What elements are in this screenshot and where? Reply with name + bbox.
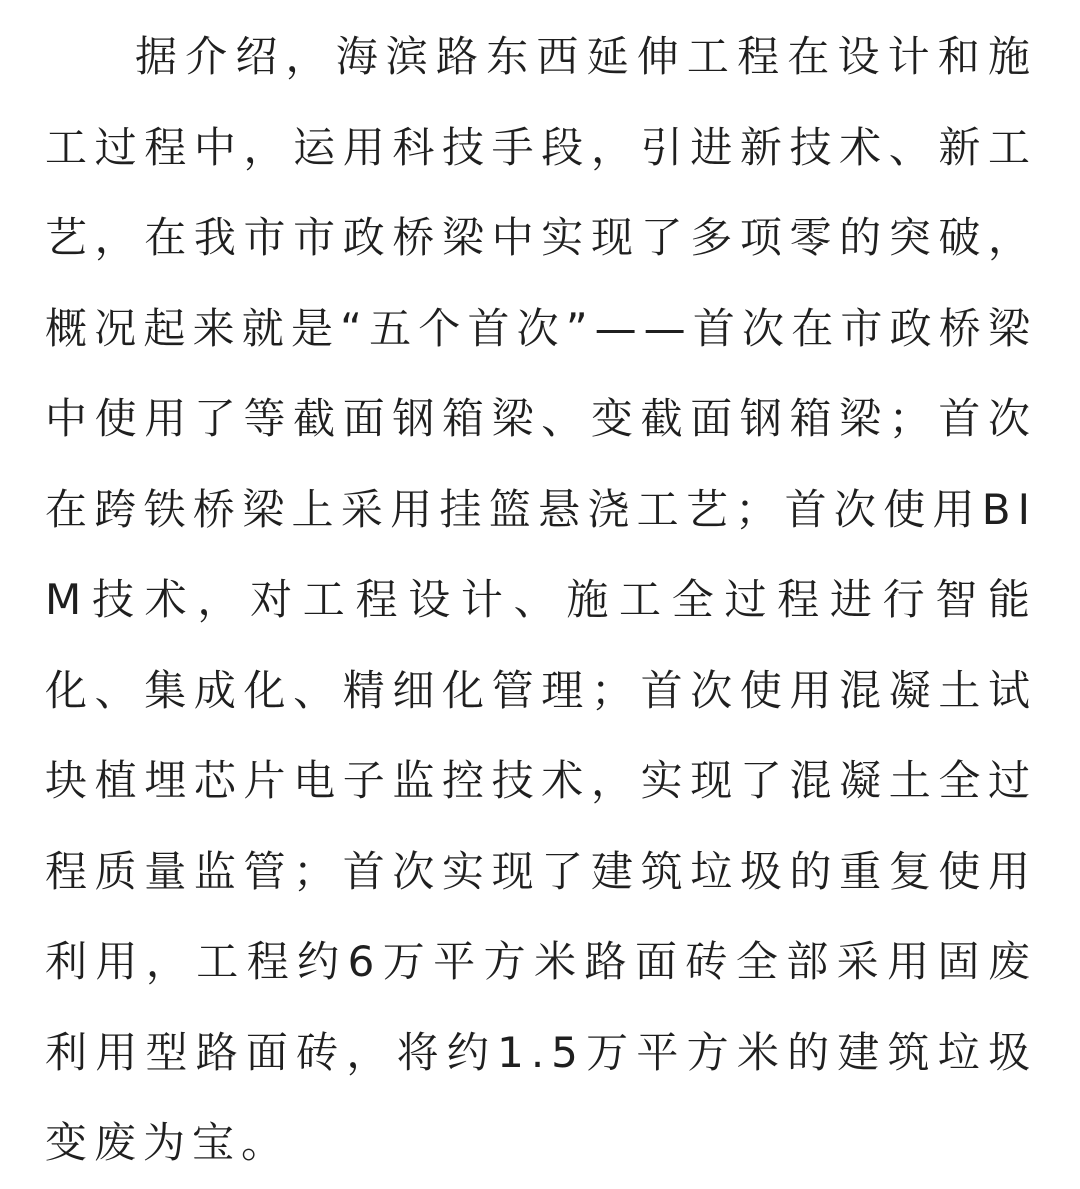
article-paragraph: 据介绍，海滨路东西延伸工程在设计和施工过程中，运用科技手段，引进新技术、新工艺，在我市市政桥梁中实现了多项零的突破，概况起来就是“五个首次”——首次在市政桥梁中使用了等截面钢箱梁、变截面钢箱梁；首次在跨铁桥梁上采用挂篮悬浇工艺；首次使用BIM技术，对工程设计、施工全过程进行智能化、集成化、精细化管理；首次使用混凝土试块植埋芯片电子监控技术，实现了混凝土全过程质量监管；首次实现了建筑垃圾的重复使用利用，工程约6万平方米路面砖全部采用固废利用型路面砖，将约1.5万平方米的建筑垃圾变废为宝。	[45, 32, 1037, 1167]
